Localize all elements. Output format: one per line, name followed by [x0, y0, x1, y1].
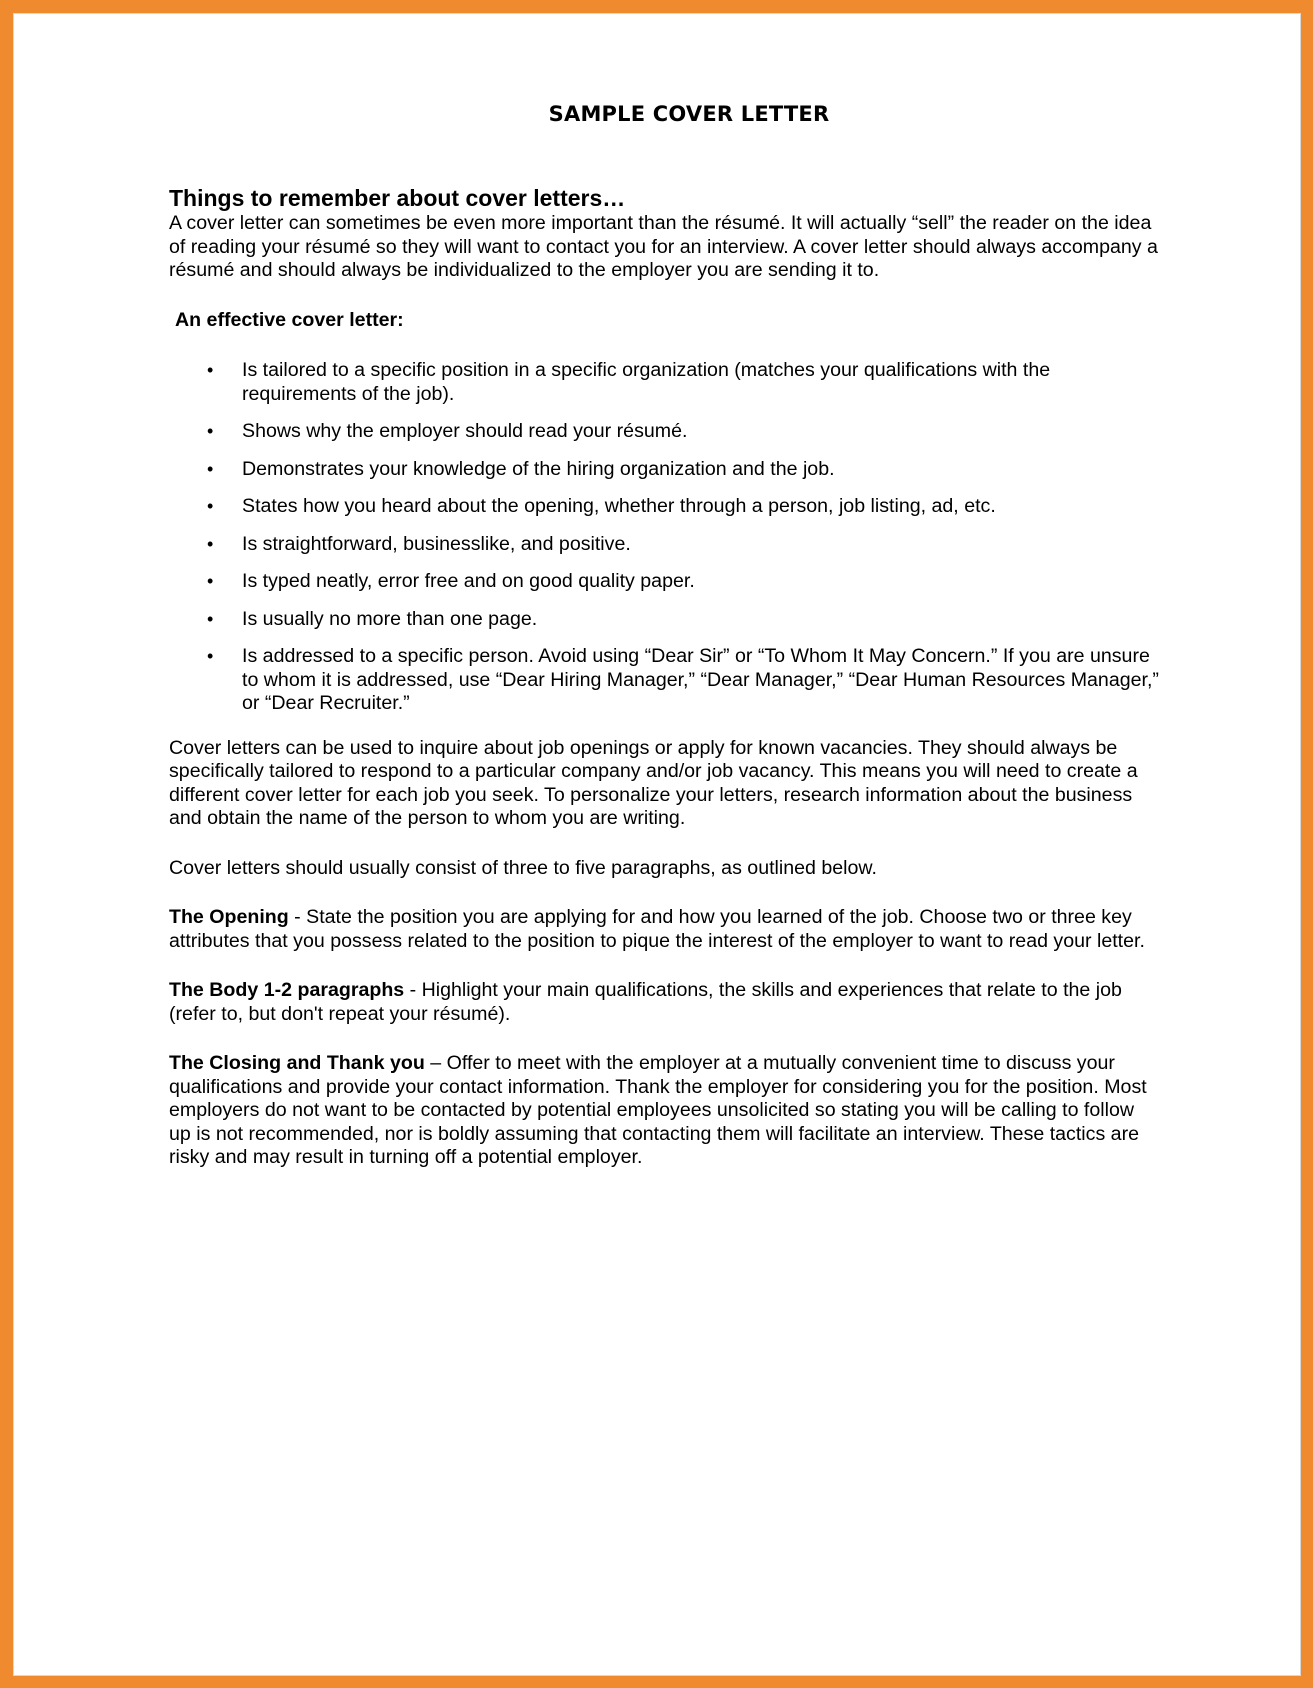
list-item	[169, 420, 1159, 444]
bullet-icon: •	[207, 421, 214, 441]
bullet-icon: •	[207, 458, 214, 479]
opening-paragraph	[169, 906, 1159, 953]
list-item-text: Shows why the employer should read your résumé.	[242, 420, 688, 442]
document-body	[169, 100, 1159, 1170]
list-item-text: Is tailored to a specific position in a specific organization (matches your qualifications with the requirements of the job).	[242, 359, 1051, 405]
opening-text: - State the position you are applying for and how you learned of the job. Choose two or three key attributes that you possess related to the position to pique the interest of the employer to want to read your letter.	[169, 906, 1145, 952]
bullet-icon: •	[207, 571, 214, 591]
list-item	[169, 533, 1159, 557]
list-item-text: Is addressed to a specific person. Avoid using “Dear Sir” or “To Whom It May Concern.” If you are unsure to whom it is addressed, use “Dear Hiring Manager,” “Dear Manager,” “Dear Human Resources Manager,” or “Dear Recruiter.”	[242, 645, 1159, 714]
opening-lead: The Opening	[169, 906, 289, 928]
section-heading: Things to remember about cover letters…	[169, 185, 626, 211]
list-item	[169, 458, 1159, 482]
body-text: - Highlight your main qualifications, the skills and experiences that relate to the job (refer to, but don't repeat your résumé).	[169, 979, 1122, 1025]
body-lead: The Body 1-2 paragraphs	[169, 979, 405, 1001]
list-item-text: Is typed neatly, error free and on good quality paper.	[242, 570, 695, 592]
effective-letter-list	[169, 359, 1159, 716]
list-item-text: Is usually no more than one page.	[242, 607, 538, 630]
list-item-text: Demonstrates your knowledge of the hiring organization and the job.	[242, 457, 835, 480]
list-item	[169, 359, 1159, 406]
bullet-icon: •	[207, 608, 214, 629]
inquire-paragraph: Cover letters can be used to inquire about job openings or apply for known vacancies. They should always be specifically tailored to respond to a particular company and/or job vacancy. This means you will need to create a different cover letter for each job you seek. To personalize your letters, research information about the business and obtain the name of the person to whom you are writing.	[169, 736, 1138, 829]
list-item-text: States how you heard about the opening, whether through a person, job listing, ad, etc.	[242, 495, 996, 517]
list-item-text: Is straightforward, businesslike, and positive.	[242, 532, 631, 555]
document-title: SAMPLE COVER LETTER	[548, 102, 830, 126]
bullet-icon: •	[207, 533, 214, 554]
list-item	[169, 608, 1159, 632]
closing-text: – Offer to meet with the employer at a mutually convenient time to discuss your qualifications and provide your contact information. Thank the employer for considering you for the position. Most employers do not want to be contacted by potential employees unsolicited so stating you will be calling to follow up is not recommended, nor is boldly assuming that contacting them will facilitate an interview. These tactics are risky and may result in turning off a potential employer.	[169, 1052, 1147, 1168]
document-page	[13, 13, 1301, 1676]
closing-lead: The Closing and Thank you	[169, 1052, 425, 1074]
structure-paragraph: Cover letters should usually consist of three to five paragraphs, as outlined below.	[169, 856, 877, 879]
bullet-icon: •	[207, 360, 214, 380]
bullet-icon: •	[207, 646, 214, 666]
closing-paragraph	[169, 1052, 1159, 1170]
list-item	[169, 495, 1159, 519]
body-paragraph	[169, 979, 1159, 1026]
intro-paragraph: A cover letter can sometimes be even more important than the résumé. It will actually “sell” the reader on the idea of reading your résumé so they will want to contact you for an interview. A cover letter should always accompany a résumé and should always be individualized to the employer you are sending it to.	[169, 212, 1158, 281]
list-item	[169, 570, 1159, 594]
bullet-icon: •	[207, 496, 214, 516]
list-item	[169, 645, 1159, 716]
effective-letter-heading: An effective cover letter:	[175, 308, 404, 331]
